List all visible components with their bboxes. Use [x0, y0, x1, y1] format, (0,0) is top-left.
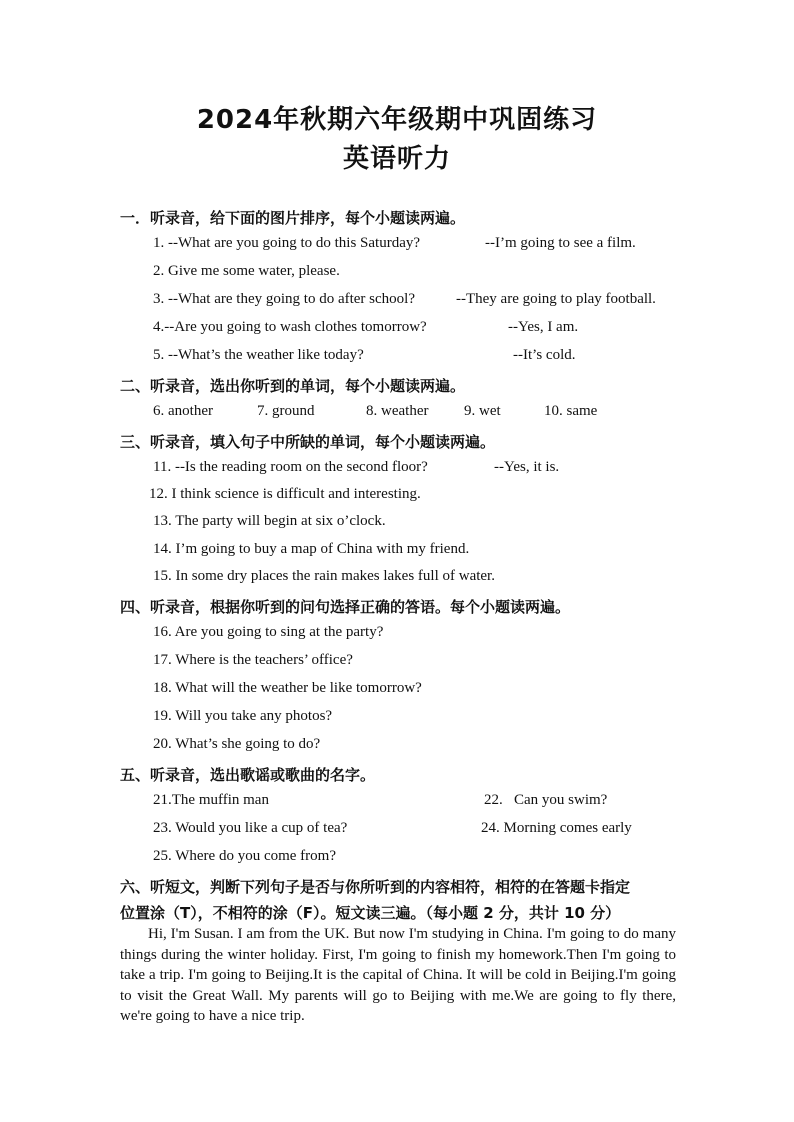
question-3-prompt: 3. --What are they going to do after school? — [153, 291, 415, 307]
section-3-header: 三、听录音，填入句子中所缺的单词，每个小题读两遍。 — [120, 433, 496, 451]
question-1-answer: --I’m going to see a film. — [485, 235, 636, 251]
word-8: 8. weather — [366, 403, 429, 419]
question-5-prompt: 5. --What’s the weather like today? — [153, 347, 364, 363]
song-21: 21.The muffin man — [153, 792, 269, 808]
question-16: 16. Are you going to sing at the party? — [153, 624, 384, 640]
section-5-header: 五、听录音，选出歌谣或歌曲的名字。 — [120, 766, 376, 784]
word-7: 7. ground — [257, 403, 315, 419]
question-14: 14. I’m going to buy a map of China with my friend. — [153, 541, 470, 557]
word-6: 6. another — [153, 403, 213, 419]
question-4-answer: --Yes, I am. — [508, 319, 579, 335]
section-6-header-line-2: 位置涂（T），不相符的涂（F）。短文读三遍。（每小题 2 分，共计 10 分） — [120, 904, 621, 922]
song-23: 23. Would you like a cup of tea? — [153, 820, 348, 836]
song-25: 25. Where do you come from? — [153, 848, 336, 864]
word-9: 9. wet — [464, 403, 501, 419]
question-11-prompt: 11. --Is the reading room on the second floor? — [153, 459, 428, 475]
song-22: 22. Can you swim? — [484, 792, 608, 808]
question-2: 2. Give me some water, please. — [153, 263, 340, 279]
word-10: 10. same — [544, 403, 598, 419]
question-20: 20. What’s she going to do? — [153, 736, 321, 752]
section-6-header-line-1: 六、听短文，判断下列句子是否与你所听到的内容相符，相符的在答题卡指定 — [120, 878, 631, 896]
question-17: 17. Where is the teachers’ office? — [153, 652, 353, 668]
question-12: 12. I think science is difficult and interesting. — [149, 486, 421, 502]
question-15: 15. In some dry places the rain makes lakes full of water. — [153, 568, 495, 584]
page-subtitle: 英语听力 — [342, 144, 451, 174]
question-3-answer: --They are going to play football. — [456, 291, 656, 307]
question-11-answer: --Yes, it is. — [494, 459, 560, 475]
question-5-answer: --It’s cold. — [513, 347, 576, 363]
question-19: 19. Will you take any photos? — [153, 708, 333, 724]
question-13: 13. The party will begin at six o’clock. — [153, 513, 386, 529]
section-2-header: 二、听录音，选出你听到的单词，每个小题读两遍。 — [120, 377, 466, 395]
section-1-header: 一．听录音，给下面的图片排序，每个小题读两遍。 — [120, 209, 466, 227]
song-24: 24. Morning comes early — [481, 820, 632, 836]
page-title: 2024年秋期六年级期中巩固练习 — [196, 105, 598, 135]
section-4-header: 四、听录音，根据你听到的问句选择正确的答语。每个小题读两遍。 — [120, 598, 571, 616]
question-1-prompt: 1. --What are you going to do this Saturday? — [153, 235, 421, 251]
question-4-prompt: 4.--Are you going to wash clothes tomorrow? — [153, 319, 427, 335]
listening-passage: Hi, I'm Susan. I am from the UK. But now I'm studying in China. I'm going to do many things during the winter holiday. First, I'm going to finish my homework.Then I'm going to take a trip. I'm going to Beijing.It is the capital of China. It will be cold in Beijing.I'm going to visit the Great Wall. My parents will go to Beijing with me.We are going to fly there, we're going to have a nice trip. — [120, 926, 676, 1024]
question-18: 18. What will the weather be like tomorrow? — [153, 680, 422, 696]
